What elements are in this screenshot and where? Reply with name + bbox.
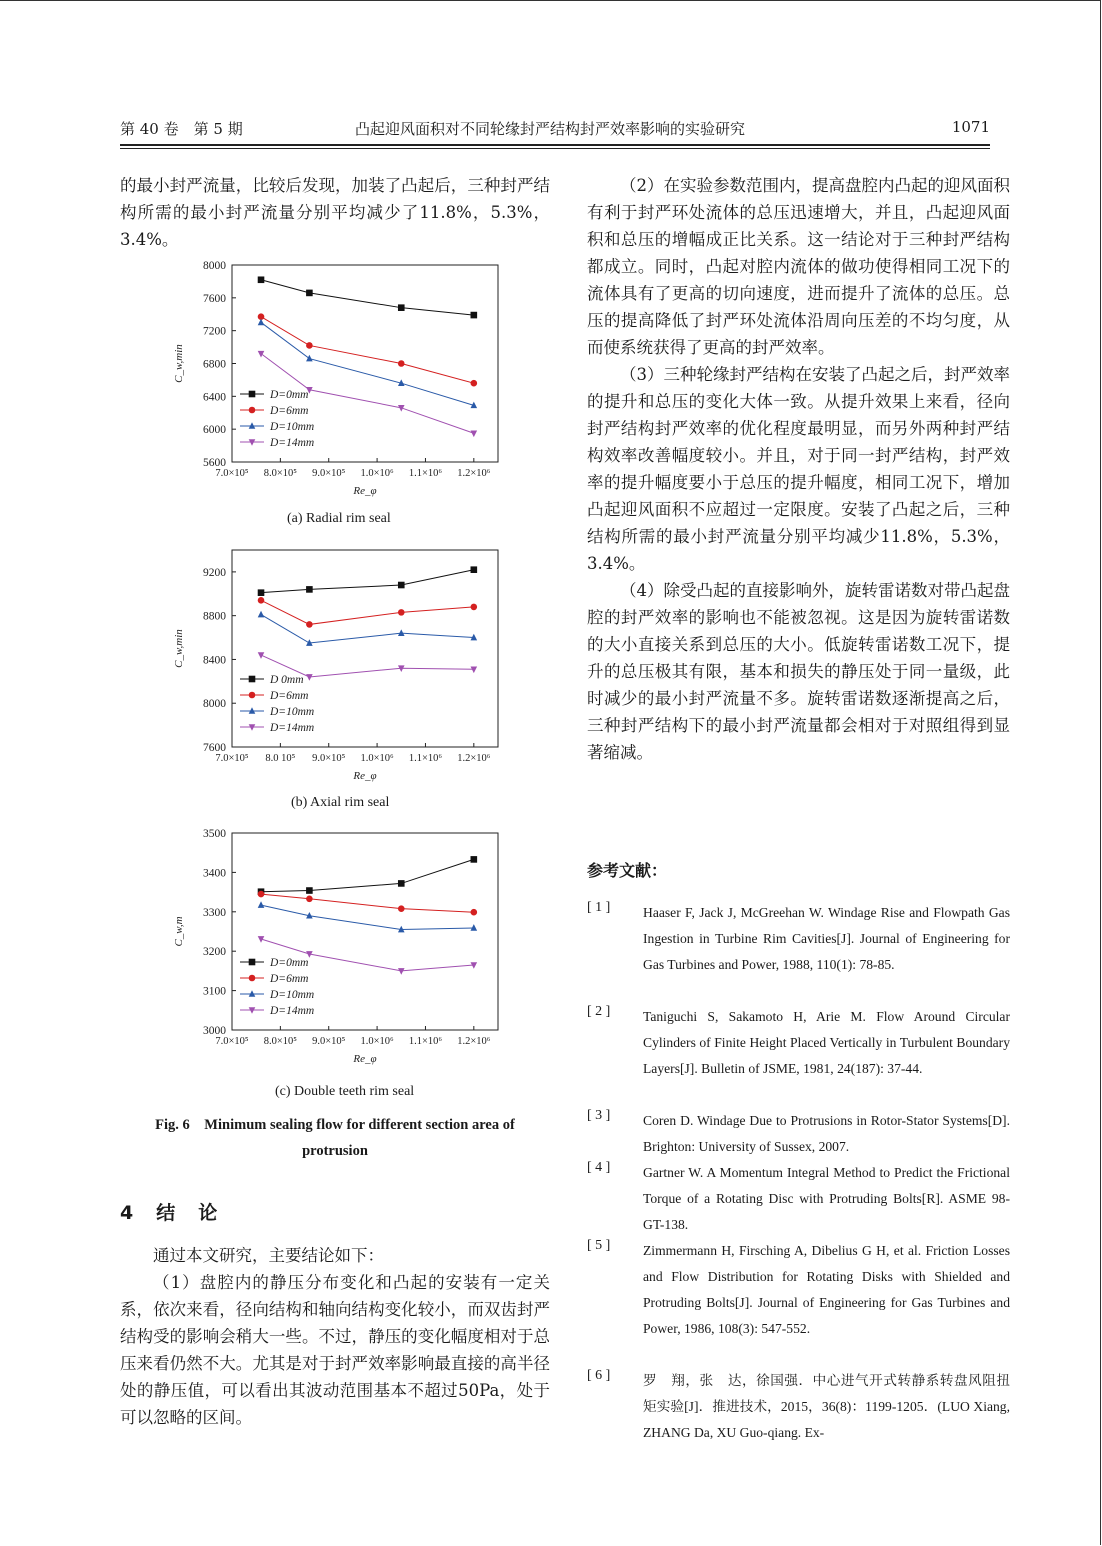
data-point-triangle-down [398,968,405,975]
legend-label: D=0mm [270,389,309,401]
series-line [261,570,474,593]
conclusion-point-2: （2）在实验参数范围内，提高盘腔内凸起的迎风面积有利于封严环处流体的总压迅速增大，并且，凸起迎风面积和总压的增幅成正比关系。这一结论对于三种封严结构都成立。同时，凸起对腔内流体的做功使得相同工况下的流体具有了更高的切向速度，进而提升了流体的总压。总压的提高降低了封严环处流体沿周向压差的不均匀度，从而使系统获得了更高的封严效率。 [587,176,1010,357]
x-tick-label: 1.1×10⁶ [408,1036,443,1047]
y-tick-label: 3000 [203,1025,226,1037]
data-point-triangle-down [258,351,265,358]
x-tick-label: 8.0×10⁵ [263,1036,297,1047]
reference-item [587,1368,1010,1446]
y-tick-label: 7200 [203,325,226,338]
data-point-square [471,566,478,573]
x-tick-label: 9.0×10⁵ [312,468,346,479]
references-heading: 参考文献： [587,861,668,880]
chart-double-teeth-rim-seal [160,823,510,1073]
legend-label: D=10mm [270,989,315,1001]
reference-number: [ 5 ] [587,1238,611,1253]
legend-label: D=6mm [270,690,309,702]
y-axis-label: C_w,min [173,629,185,668]
series-line [261,317,474,383]
reference-text: 罗 翔，张 达，徐国强．中心进气开式转静系转盘风阻扭矩实验[J]．推进技术，2015，36(8)：1199-1205．(LUO Xiang, ZHANG Da, XU Guo-qiang. Ex- [643,1373,1010,1440]
x-axis-label: Re_φ [353,770,377,782]
data-point-square [306,290,313,297]
data-point-triangle [258,611,265,618]
data-point-circle [471,909,478,916]
chart-axial-rim-seal [160,540,510,790]
data-point-circle [471,604,478,611]
page-number: 1071 [951,118,990,136]
y-tick-label: 3300 [203,906,226,919]
data-point-square [471,312,478,319]
data-point-triangle [471,924,478,931]
legend-label: D=6mm [270,973,309,985]
data-point-circle [306,342,313,349]
y-tick-label: 3500 [203,828,226,840]
series-line [261,600,474,624]
x-tick-label: 7.0×10⁵ [215,1036,249,1047]
data-point-square [471,856,478,863]
reference-text: Haaser F, Jack J, McGreehan W. Windage Rise and Flowpath Gas Ingestion in Turbine Rim Cavities[J]. Journal of Engineering for Gas Turbines and Power, 1988, 110(1): 78-85. [643,905,1010,972]
data-point-square [258,276,265,283]
data-point-square [249,391,256,398]
conclusion-point-1: （1）盘腔内的静压分布变化和凸起的安装有一定关系，依次来看，径向结构和轴向结构变化较小，而双齿封严结构受的影响会稍大一些。不过，静压的变化幅度相对于总压来看仍然不大。尤其是对于封严效率影响最直接的高半径处的静压值，可以看出其波动范围基本不超过50Pa，处于可以忽略的区间。 [120,1273,550,1427]
y-tick-label: 8000 [203,260,226,272]
figure-caption-line2: protrusion [302,1143,368,1159]
data-point-circle [398,905,405,912]
data-point-circle [249,407,256,414]
x-tick-label: 1.2×10⁶ [457,468,491,479]
legend-label: D=10mm [270,421,315,433]
data-point-triangle-down [471,666,478,673]
reference-text: Taniguchi S, Sakamoto H, Arie M. Flow Around Circular Cylinders of Finite Height Placed Vertically in Turbulent Boundary Layers[J]. Bulletin of JSME, 1981, 24(187): 37-44. [643,1009,1010,1076]
reference-number: [ 1 ] [587,900,611,915]
x-tick-label: 8.0 10⁵ [265,753,296,764]
reference-item [587,1108,1010,1160]
y-tick-label: 3400 [203,867,226,880]
conclusion-point-4: （4）除受凸起的直接影响外，旋转雷诺数对带凸起盘腔的封严效率的影响也不能被忽视。这是因为旋转雷诺数的大小直接关系到总压的大小。低旋转雷诺数工况下，提升的总压极其有限，基本和损失的静压处于同一量级，此时减少的最小封严流量不多。旋转雷诺数逐渐提高之后，三种封严结构下的最小封严流量都会相对于对照组得到显著缩减。 [587,581,1010,762]
conclusion-intro: 通过本文研究，主要结论如下： [153,1246,384,1265]
data-point-triangle-down [471,430,478,437]
y-tick-label: 8800 [203,610,226,623]
reference-number: [ 3 ] [587,1108,611,1123]
data-point-square [258,589,265,596]
header-rule [120,144,990,146]
section-heading: 4 结 论 [120,1202,220,1224]
y-tick-label: 6000 [203,424,226,437]
legend-label: D 0mm [270,674,304,686]
x-tick-label: 9.0×10⁵ [312,753,346,764]
conclusion-point-3: （3）三种轮缘封严结构在安装了凸起之后，封严效率的提升和总压的变化大体一致。从提升效果上来看，径向封严结构封严效率的优化程度最明显，而另外两种封严结构效率改善幅度较小。并且，对于同一封严结构，封严效率的提升幅度要小于总压的提升幅度，相同工况下，增加凸起迎风面积不应超过一定限度。安装了凸起之后，三种结构所需的最小封严流量分别平均减少11.8%，5.3%，3.4%。 [587,365,1010,573]
data-point-square [306,887,313,894]
data-point-triangle [258,319,265,326]
y-tick-label: 6400 [203,391,226,404]
subcaption-a: (a) Radial rim seal [287,511,391,526]
x-axis-label: Re_φ [353,1053,377,1065]
x-tick-label: 1.1×10⁶ [408,753,443,764]
running-header [120,118,990,142]
legend-label: D=14mm [270,437,315,449]
conclusion-left [120,1242,550,1431]
reference-item [587,1238,1010,1342]
series-line [261,280,474,315]
reference-number: [ 4 ] [587,1160,611,1175]
x-tick-label: 1.0×10⁶ [360,1036,394,1047]
series-line [261,905,474,929]
y-tick-label: 3200 [203,946,226,959]
y-tick-label: 3100 [203,985,226,998]
legend-label: D=14mm [270,1005,315,1017]
reference-item [587,1004,1010,1082]
data-point-square [306,586,313,593]
reference-item [587,1160,1010,1238]
x-tick-label: 7.0×10⁵ [215,468,249,479]
data-point-circle [398,360,405,367]
x-tick-label: 1.0×10⁶ [360,468,394,479]
data-point-square [398,304,405,311]
data-point-circle [306,621,313,628]
y-tick-label: 5600 [203,457,226,469]
reference-item [587,900,1010,978]
series-line [261,615,474,643]
reference-number: [ 6 ] [587,1368,611,1383]
data-point-circle [471,380,478,387]
y-tick-label: 8400 [203,654,226,667]
data-point-triangle [306,355,313,362]
data-point-square [249,959,256,966]
y-tick-label: 9200 [203,566,226,579]
figure-caption-line1: Fig. 6 Minimum sealing flow for different section area of [155,1117,515,1133]
x-tick-label: 1.2×10⁶ [457,1036,491,1047]
y-tick-label: 8000 [203,698,226,711]
legend-label: D=0mm [270,957,309,969]
data-point-circle [249,975,256,982]
data-point-circle [258,597,265,604]
data-point-circle [398,609,405,616]
reference-text: Zimmermann H, Firsching A, Dibelius G H, et al. Friction Losses and Flow Distribution for Rotating Disks with Shielded and Protruding Bolts[J]. Journal of Engineering for Gas Turbines and Power, 1986, 108(3): 547-552. [643,1243,1010,1336]
x-tick-label: 7.0×10⁵ [215,753,249,764]
x-tick-label: 1.1×10⁶ [408,468,443,479]
y-tick-label: 6800 [203,358,226,371]
figure-caption [120,1112,550,1164]
running-title: 凸起迎风面积对不同轮缘封严结构封严效率影响的实验研究 [355,120,746,138]
data-point-triangle [398,629,405,636]
intro-paragraph: 的最小封严流量，比较后发现，加装了凸起后，三种封严结构所需的最小封严流量分别平均减少了11.8%，5.3%，3.4%。 [120,176,550,249]
series-line [261,859,474,891]
y-tick-label: 7600 [203,742,226,754]
x-tick-label: 1.0×10⁶ [360,753,394,764]
journal-volume-issue: 第 40 卷 第 5 期 [120,120,243,138]
subcaption-c: (c) Double teeth rim seal [275,1084,415,1099]
x-tick-label: 1.2×10⁶ [457,753,491,764]
data-point-square [249,676,256,683]
data-point-triangle [258,901,265,908]
x-tick-label: 8.0×10⁵ [263,468,297,479]
right-column [587,172,1010,766]
data-point-triangle-down [306,674,313,681]
y-axis-label: C_w,m [173,916,185,947]
y-tick-label: 7600 [203,292,226,305]
reference-number: [ 2 ] [587,1004,611,1019]
data-point-square [398,582,405,589]
header-rule-thin [120,148,990,149]
x-axis-label: Re_φ [353,485,377,497]
reference-text: Gartner W. A Momentum Integral Method to Predict the Frictional Torque of a Rotating Disc with Protruding Bolts[R]. ASME 98-GT-138. [643,1165,1010,1232]
series-line [261,894,474,912]
y-axis-label: C_w,min [173,344,185,383]
legend-label: D=10mm [270,706,315,718]
data-point-circle [306,895,313,902]
chart-radial-rim-seal [160,255,510,505]
reference-text: Coren D. Windage Due to Protrusions in Rotor-Stator Systems[D]. Brighton: University of Sussex, 2007. [643,1113,1010,1154]
legend-label: D=6mm [270,405,309,417]
data-point-circle [249,692,256,699]
data-point-square [398,880,405,887]
subcaption-b: (b) Axial rim seal [291,795,390,810]
left-intro-block [120,172,550,253]
legend-label: D=14mm [270,722,315,734]
data-point-circle [258,891,265,898]
x-tick-label: 9.0×10⁵ [312,1036,346,1047]
